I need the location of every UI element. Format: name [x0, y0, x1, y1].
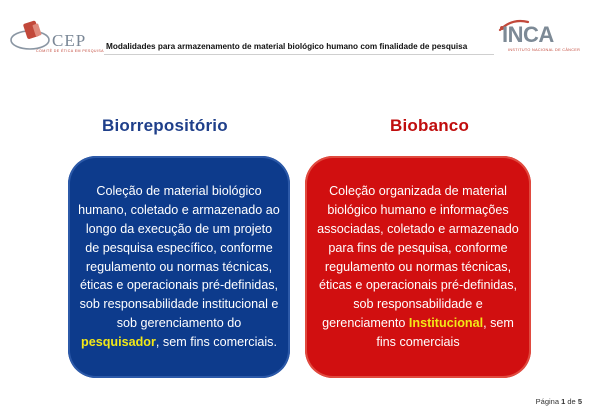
biorrepositorio-title: Biorrepositório: [102, 116, 228, 135]
inca-logo-subtext: INSTITUTO NACIONAL DE CÂNCER: [508, 48, 581, 52]
header-divider: [104, 54, 494, 55]
biobanco-title: Biobanco: [390, 116, 470, 135]
biorrepositorio-description: [68, 182, 290, 351]
cep-logo-subtext: COMITÊ DE ÉTICA EM PESQUISA: [36, 49, 104, 53]
page-of: de: [567, 397, 576, 406]
biorrepositorio-text-before: Coleção de material biológico humano, coletado e armazenado ao longo da execução de um projeto de pesquisa específico, conforme regulamento ou normas técnicas, éticas e operacionais pré-definidas, sob responsabilidade institucional e sob gerenciamento do: [78, 184, 280, 330]
biobanco-text-after: , sem fins comerciais: [376, 315, 514, 349]
page-number: [536, 397, 582, 406]
cep-emblem-icon: [10, 18, 50, 52]
biorrepositorio-box: [68, 156, 290, 378]
page-header: [0, 0, 600, 62]
biorrepositorio-text-after: , sem fins comerciais.: [155, 334, 277, 349]
cep-logo-text: CEP: [52, 31, 87, 50]
inca-logo: [494, 18, 581, 58]
biobanco-description: [305, 182, 531, 351]
page-title: Modalidades para armazenamento de material biológico humano com finalidade de pesquisa: [106, 42, 468, 51]
page-label: Página: [535, 397, 560, 406]
cep-logo: [10, 18, 104, 58]
institucional-highlight: Institucional: [408, 315, 484, 330]
biobanco-box: [305, 156, 531, 378]
page-current: 1: [561, 397, 566, 406]
inca-logo-text: INCA: [502, 22, 554, 47]
page-total: 5: [577, 397, 582, 406]
pesquisador-highlight: pesquisador: [81, 334, 156, 349]
biobanco-text-before: Coleção organizada de material biológico humano e informações associadas, coletado e armazenado para fins de pesquisa, conforme regulamento ou normas técnicas, éticas e operacionais pré-definidas, sob responsabilidade e gerenciamento: [317, 184, 519, 330]
